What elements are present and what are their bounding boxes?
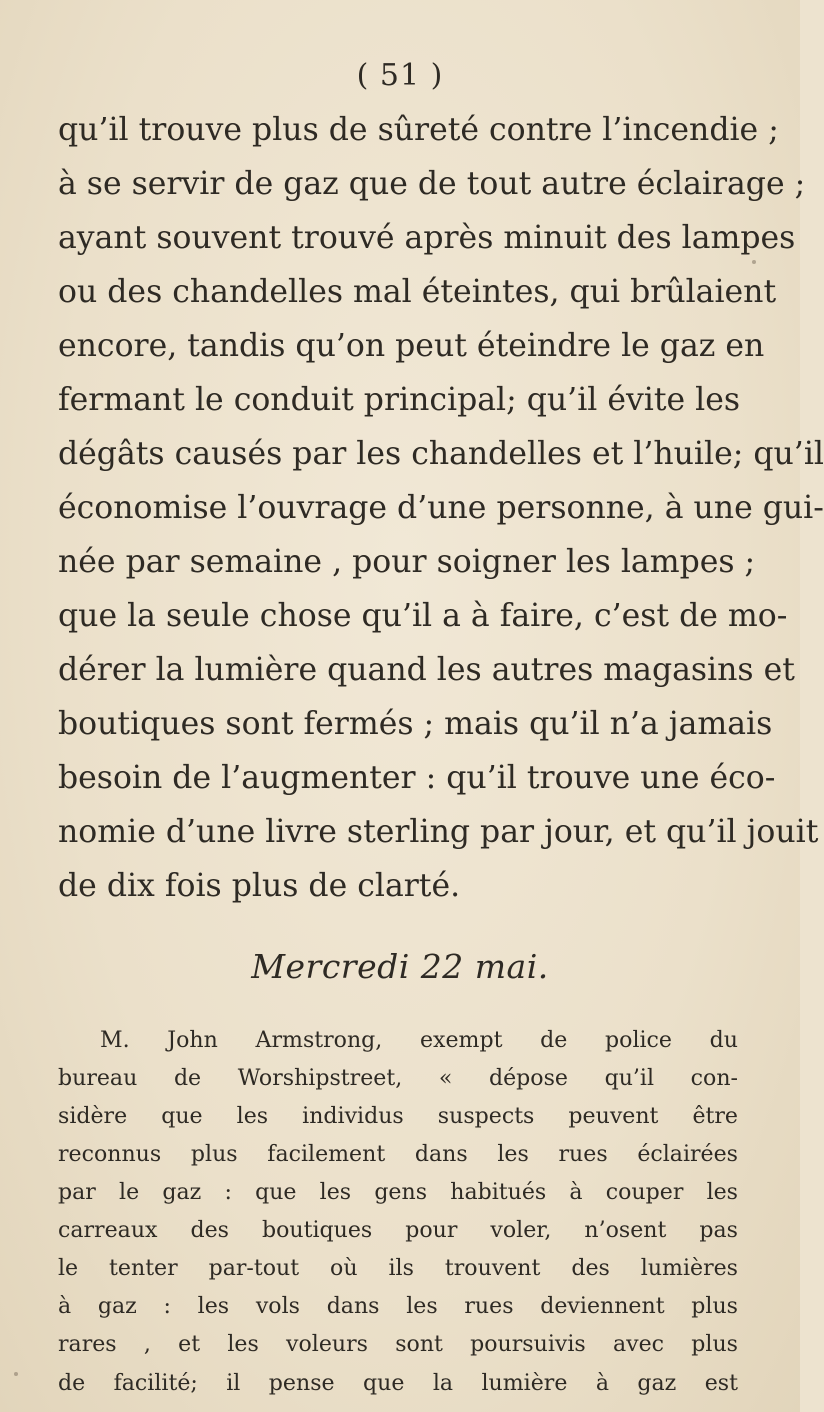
text-line: à gaz : les vols dans les rues deviennent plus <box>58 1294 738 1320</box>
text-line: qu’il trouve plus de sûreté contre l’incendie ; <box>58 112 779 148</box>
paper-speck <box>752 260 756 264</box>
text-line: sidère que les individus suspects peuvent être <box>58 1104 738 1130</box>
text-line: ou des chandelles mal éteintes, qui brûlaient <box>58 274 777 310</box>
text-line: ayant souvent trouvé après minuit des lampes <box>58 220 796 256</box>
text-line: besoin de l’augmenter : qu’il trouve une éco- <box>58 760 776 796</box>
text-line: née par semaine , pour soigner les lampes ; <box>58 544 756 580</box>
text-line: fermant le conduit principal; qu’il évite les <box>58 382 741 418</box>
section-heading: Mercredi 22 mai. <box>251 947 549 986</box>
text-line: de facilité; il pense que la lumière à gaz est <box>58 1370 738 1396</box>
text-line: encore, tandis qu’on peut éteindre le gaz en <box>58 328 765 364</box>
text-line: par le gaz : que les gens habitués à couper les <box>58 1180 738 1206</box>
paper-speck <box>14 1372 18 1376</box>
text-line: reconnus plus facilement dans les rues éclairées <box>58 1142 738 1168</box>
text-line: le tenter par-tout où ils trouvent des lumières <box>58 1256 738 1282</box>
text-line: dérer la lumière quand les autres magasins et <box>58 652 795 688</box>
text-line: économise l’ouvrage d’une personne, à une gui- <box>58 490 824 526</box>
text-line: de dix fois plus de clarté. <box>58 868 461 904</box>
text-line: que la seule chose qu’il a à faire, c’est de mo- <box>58 598 788 634</box>
text-line: carreaux des boutiques pour voler, n’osent pas <box>58 1218 738 1244</box>
text-line: nomie d’une livre sterling par jour, et qu’il jouit <box>58 814 819 850</box>
text-line: à se servir de gaz que de tout autre éclairage ; <box>58 166 806 202</box>
text-line: bureau de Worshipstreet, « dépose qu’il con- <box>58 1066 738 1092</box>
text-line: M. John Armstrong, exempt de police du <box>100 1028 738 1053</box>
text-line: rares , et les voleurs sont poursuivis avec plus <box>58 1332 738 1358</box>
text-line: dégâts causés par les chandelles et l’huile; qu’il <box>58 436 824 472</box>
page-number: ( 51 ) <box>356 58 444 93</box>
text-line: boutiques sont fermés ; mais qu’il n’a jamais <box>58 706 773 742</box>
